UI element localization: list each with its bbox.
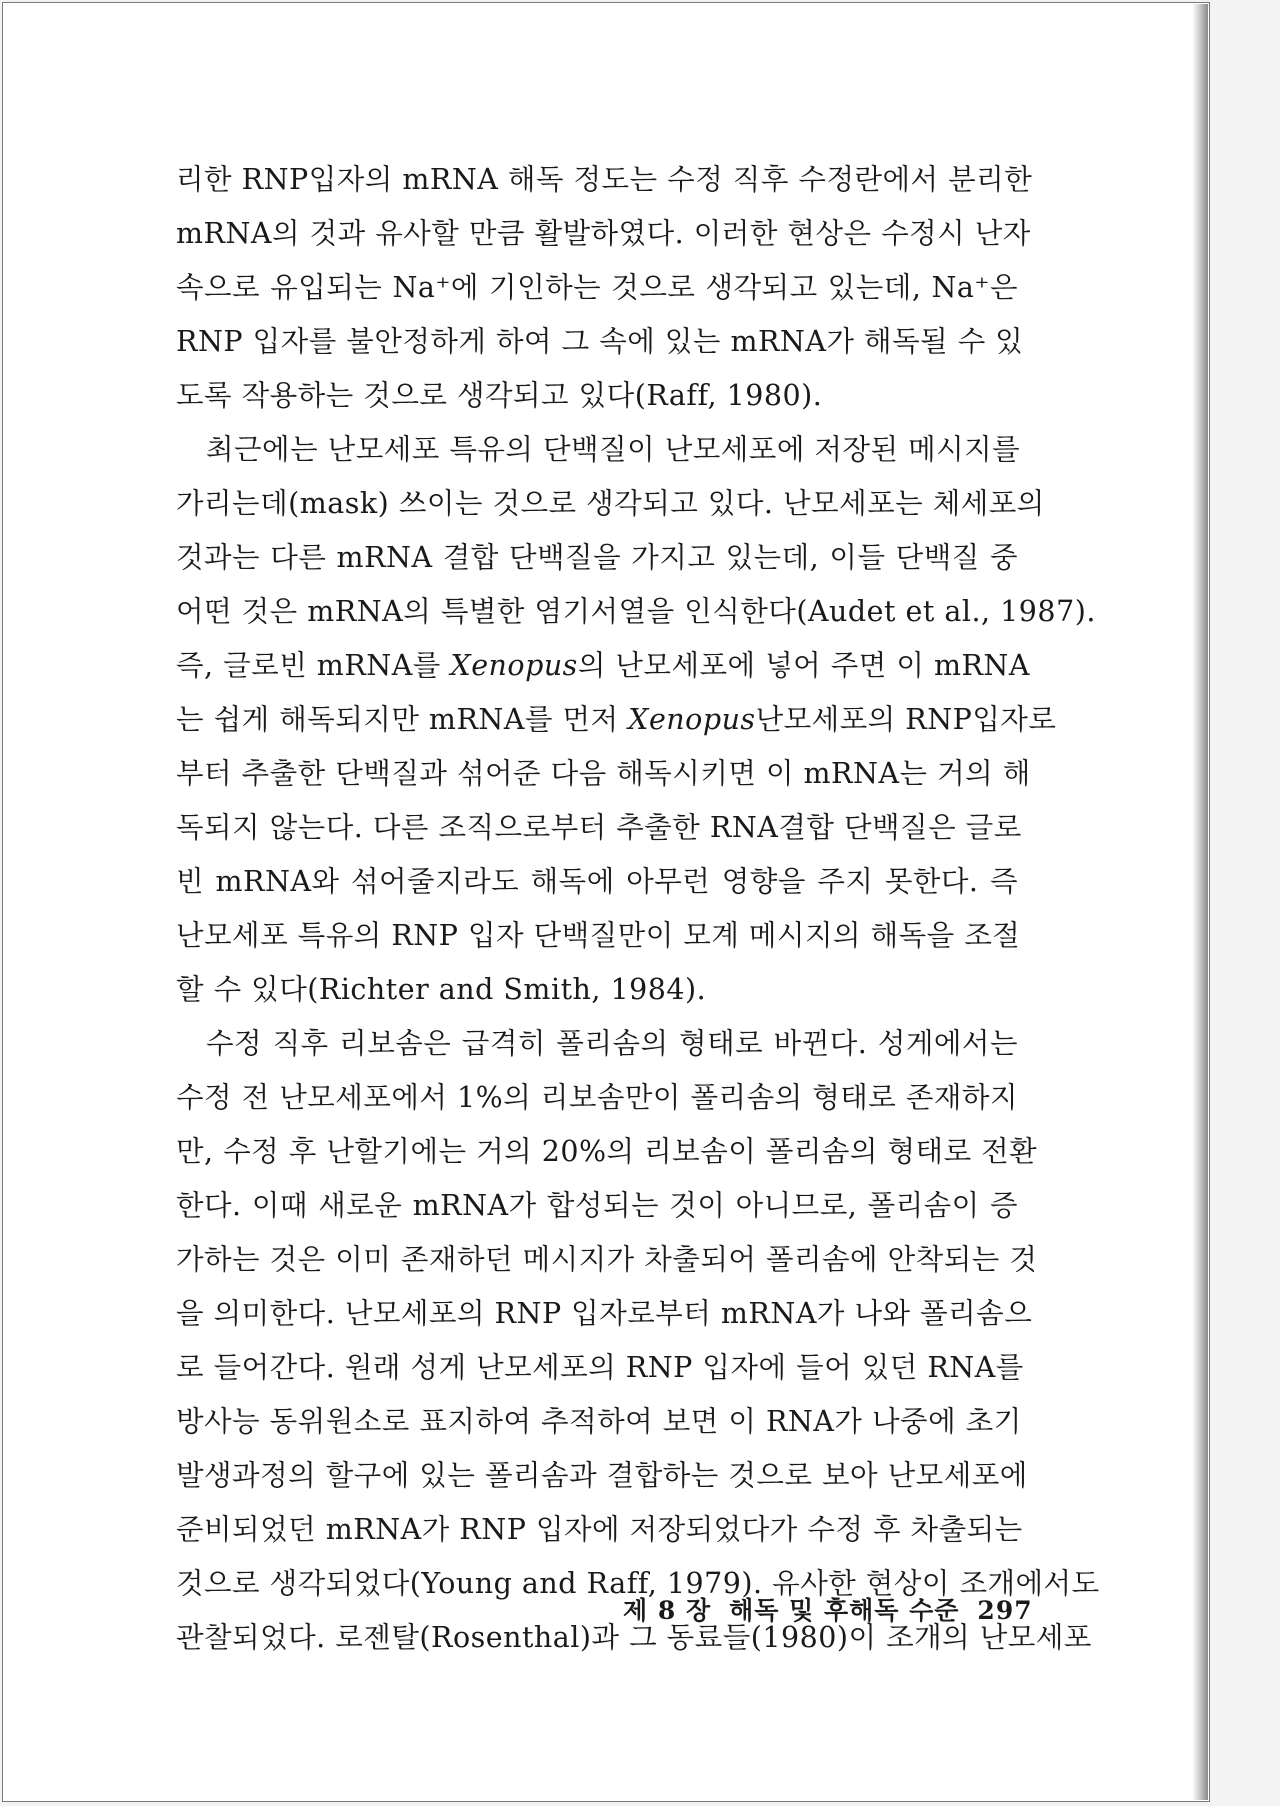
text-line: 방사능 동위원소로 표지하여 추적하여 보면 이 RNA가 나중에 초기 xyxy=(176,1405,1022,1438)
italic-term: Xenopus xyxy=(628,703,756,736)
viewer-margin xyxy=(1212,0,1280,1806)
paragraph-start-line: 최근에는 난모세포 특유의 단백질이 난모세포에 저장된 메시지를 xyxy=(206,433,1021,466)
text-line: 리한 RNP입자의 mRNA 해독 정도는 수정 직후 수정란에서 분리한 xyxy=(176,163,1033,196)
text-line: 관찰되었다. 로젠탈(Rosenthal)과 그 동료들(1980)이 조개의 난모세포 xyxy=(176,1621,1092,1654)
text-line: 발생과정의 할구에 있는 폴리솜과 결합하는 것으로 보아 난모세포에 xyxy=(176,1459,1028,1492)
page-number: 297 xyxy=(977,1596,1033,1625)
book-page xyxy=(2,2,1210,1802)
chapter-label: 제 8 장 xyxy=(623,1596,712,1625)
paragraph-start-line: 수정 직후 리보솜은 급격히 폴리솜의 형태로 바뀐다. 성게에서는 xyxy=(206,1027,1018,1060)
text-line: 는 쉽게 해독되지만 mRNA를 먼저 Xenopus난모세포의 RNP입자로 xyxy=(176,703,1057,736)
text-line: 즉, 글로빈 mRNA를 Xenopus의 난모세포에 넣어 주면 이 mRNA xyxy=(176,649,1030,682)
text-line: 만, 수정 후 난할기에는 거의 20%의 리보솜이 폴리솜의 형태로 전환 xyxy=(176,1135,1038,1168)
text-line: 부터 추출한 단백질과 섞어준 다음 해독시키면 이 mRNA는 거의 해 xyxy=(176,757,1031,790)
text-line: 할 수 있다(Richter and Smith, 1984). xyxy=(176,973,707,1006)
text-line: 도록 작용하는 것으로 생각되고 있다(Raff, 1980). xyxy=(176,379,823,412)
page-edge-shadow xyxy=(1192,4,1208,1800)
text-line: 수정 전 난모세포에서 1%의 리보솜만이 폴리솜의 형태로 존재하지 xyxy=(176,1081,1018,1114)
italic-term: Xenopus xyxy=(450,649,578,682)
body-text xyxy=(176,153,1100,1665)
text-line: 난모세포 특유의 RNP 입자 단백질만이 모계 메시지의 해독을 조절 xyxy=(176,919,1021,952)
text-line: 로 들어간다. 원래 성게 난모세포의 RNP 입자에 들어 있던 RNA를 xyxy=(176,1351,1024,1384)
text-line: 독되지 않는다. 다른 조직으로부터 추출한 RNA결합 단백질은 글로 xyxy=(176,811,1022,844)
text-line: 속으로 유입되는 Na⁺에 기인하는 것으로 생각되고 있는데, Na⁺은 xyxy=(176,271,1018,304)
text-line: 을 의미한다. 난모세포의 RNP 입자로부터 mRNA가 나와 폴리솜으 xyxy=(176,1297,1033,1330)
text-line: 것으로 생각되었다(Young and Raff, 1979). 유사한 현상이 조개에서도 xyxy=(176,1567,1100,1600)
text-line: mRNA의 것과 유사할 만큼 활발하였다. 이러한 현상은 수정시 난자 xyxy=(176,217,1031,250)
text-line: 준비되었던 mRNA가 RNP 입자에 저장되었다가 수정 후 차출되는 xyxy=(176,1513,1023,1546)
running-footer xyxy=(623,1591,1033,1627)
text-line: 것과는 다른 mRNA 결합 단백질을 가지고 있는데, 이들 단백질 중 xyxy=(176,541,1018,574)
text-line: RNP 입자를 불안정하게 하여 그 속에 있는 mRNA가 해독될 수 있 xyxy=(176,325,1024,358)
text-line: 가리는데(mask) 쓰이는 것으로 생각되고 있다. 난모세포는 체세포의 xyxy=(176,487,1045,520)
chapter-title: 해독 및 후해독 수준 xyxy=(729,1596,960,1625)
text-line: 어떤 것은 mRNA의 특별한 염기서열을 인식한다(Audet et al., 1987). xyxy=(176,595,1096,628)
text-line: 빈 mRNA와 섞어줄지라도 해독에 아무런 영향을 주지 못한다. 즉 xyxy=(176,865,1018,898)
text-line: 한다. 이때 새로운 mRNA가 합성되는 것이 아니므로, 폴리솜이 증 xyxy=(176,1189,1018,1222)
text-line: 가하는 것은 이미 존재하던 메시지가 차출되어 폴리솜에 안착되는 것 xyxy=(176,1243,1038,1276)
